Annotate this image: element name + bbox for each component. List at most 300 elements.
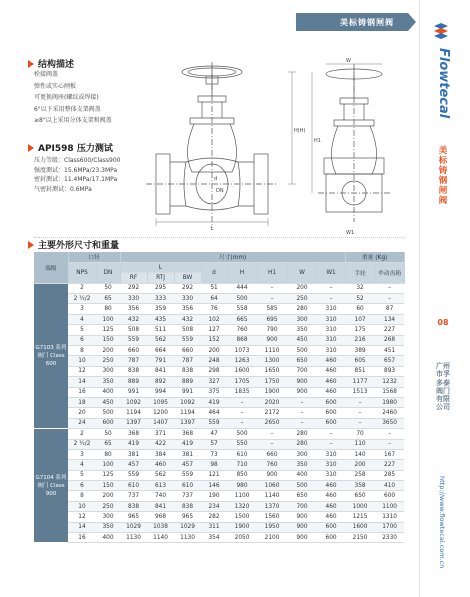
- table-cell: 1835: [227, 387, 257, 397]
- table-cell: 613: [147, 481, 174, 491]
- table-cell: 389: [345, 346, 375, 356]
- table-row: [34, 481, 404, 491]
- table-cell: 460: [317, 481, 345, 491]
- table-cell: 1407: [147, 418, 174, 428]
- table-cell: 1900: [227, 522, 257, 532]
- table-cell: 1700: [375, 522, 404, 532]
- table-cell: 358: [345, 481, 375, 491]
- table-cell: 375: [201, 387, 227, 397]
- table-cell: 3: [68, 304, 96, 314]
- table-cell: 140: [345, 449, 375, 459]
- table-cell: 838: [174, 501, 201, 511]
- table-cell: –: [375, 283, 404, 293]
- table-cell: –: [345, 418, 375, 428]
- table-cell: 1000: [345, 501, 375, 511]
- table-cell: –: [227, 408, 257, 418]
- table-cell: 585: [257, 304, 287, 314]
- table-cell: 1194: [174, 408, 201, 418]
- table-cell: 16: [68, 533, 96, 543]
- table-cell: 1560: [257, 512, 287, 522]
- table-cell: 559: [201, 418, 227, 428]
- table-cell: 1130: [120, 533, 147, 543]
- table-cell: 330: [174, 294, 201, 304]
- table-cell: 125: [96, 470, 120, 480]
- table-cell: 460: [317, 491, 345, 501]
- test-line: 压力等级：Class600/Class900: [34, 157, 121, 164]
- table-cell: 500: [227, 294, 257, 304]
- structure-list: [34, 69, 112, 127]
- table-cell: –: [375, 429, 404, 439]
- col-header-h: H: [227, 262, 257, 283]
- side-url: [430, 476, 456, 586]
- table-cell: 460: [317, 366, 345, 376]
- test-title: API598 压力测试: [28, 141, 113, 154]
- table-cell: 64: [201, 294, 227, 304]
- table-cell: 1095: [147, 397, 174, 407]
- table-cell: 80: [96, 304, 120, 314]
- table-cell: 14: [68, 377, 96, 387]
- table-cell: 1750: [257, 377, 287, 387]
- col-header-model: 端级: [34, 252, 68, 283]
- table-cell: 73: [201, 449, 227, 459]
- table-cell: 665: [227, 314, 257, 324]
- table-cell: 268: [375, 335, 404, 345]
- table-cell: 432: [174, 314, 201, 324]
- table-cell: 300: [287, 449, 317, 459]
- structure-line: ≥8"以上采用分体支架和阀盖: [34, 117, 112, 125]
- col-header-weight: 重量 (Kg): [345, 252, 404, 262]
- table-cell: 508: [174, 325, 201, 335]
- table-cell: 892: [147, 377, 174, 387]
- table-cell: 200: [96, 346, 120, 356]
- table-cell: 102: [201, 314, 227, 324]
- table-row: [34, 470, 404, 480]
- col-header-w: W: [287, 262, 317, 283]
- table-cell: 559: [174, 470, 201, 480]
- table-cell: 5: [68, 325, 96, 335]
- table-cell: 419: [174, 439, 201, 449]
- table-cell: –: [257, 429, 287, 439]
- table-cell: 190: [201, 491, 227, 501]
- table-cell: 50: [96, 429, 120, 439]
- table-cell: 354: [201, 533, 227, 543]
- table-cell: 298: [201, 366, 227, 376]
- table-cell: 100: [96, 460, 120, 470]
- table-cell: 508: [120, 325, 147, 335]
- table-cell: 460: [317, 512, 345, 522]
- side-url-text: http://www.flowtecal.com.cn: [438, 476, 446, 569]
- table-cell: 1370: [257, 501, 287, 511]
- table-cell: 2020: [257, 397, 287, 407]
- col-header-w1: W1: [317, 262, 345, 283]
- table-cell: 1060: [257, 481, 287, 491]
- table-row: [34, 325, 404, 335]
- table-cell: 550: [227, 439, 257, 449]
- table-cell: 500: [287, 346, 317, 356]
- table-cell: 400: [96, 533, 120, 543]
- table-cell: 660: [120, 346, 147, 356]
- table-row: [34, 501, 404, 511]
- table-cell: 76: [201, 304, 227, 314]
- table-cell: 737: [174, 491, 201, 501]
- table-cell: 50: [96, 283, 120, 293]
- table-cell: 451: [375, 346, 404, 356]
- table-cell: 610: [174, 481, 201, 491]
- table-cell: 20: [68, 408, 96, 418]
- structure-line: 弹性或实心闸板: [34, 82, 77, 90]
- table-cell: 300: [96, 512, 120, 522]
- table-cell: –: [227, 397, 257, 407]
- table-row: [34, 387, 404, 397]
- drawing-label-h1: H1: [314, 138, 321, 144]
- table-cell: –: [317, 429, 345, 439]
- table-cell: –: [317, 294, 345, 304]
- table-row: [34, 460, 404, 470]
- structure-title: 结构描述: [28, 57, 74, 70]
- table-cell: 991: [174, 387, 201, 397]
- table-cell: 600: [317, 418, 345, 428]
- table-cell: 419: [201, 397, 227, 407]
- table-cell: 16: [68, 387, 96, 397]
- table-cell: 791: [147, 356, 174, 366]
- table-cell: 285: [375, 470, 404, 480]
- table-cell: 511: [147, 325, 174, 335]
- table-cell: 167: [375, 449, 404, 459]
- table-cell: 650: [287, 356, 317, 366]
- table-cell: 6: [68, 335, 96, 345]
- section-arrow-icon: [28, 144, 34, 152]
- brand-logo-wordmark: [420, 46, 470, 119]
- dimensions-table-body: [34, 283, 404, 543]
- drawing-label-w: W: [346, 58, 351, 64]
- table-row: [34, 283, 404, 293]
- table-cell: 280: [287, 439, 317, 449]
- col-header-d: d: [201, 262, 227, 283]
- table-cell: 52: [345, 294, 375, 304]
- table-cell: 350: [287, 460, 317, 470]
- table-cell: –: [287, 408, 317, 418]
- table-cell: 127: [201, 325, 227, 335]
- col-header-size: 口径: [68, 252, 120, 262]
- table-cell: 234: [201, 501, 227, 511]
- table-cell: 600: [317, 522, 345, 532]
- table-cell: 5: [68, 470, 96, 480]
- table-cell: 2100: [257, 533, 287, 543]
- table-cell: 737: [120, 491, 147, 501]
- table-cell: 559: [120, 335, 147, 345]
- table-cell: 10: [68, 356, 96, 366]
- table-cell: 200: [287, 283, 317, 293]
- valve-drawing: [142, 58, 402, 238]
- table-cell: 57: [201, 439, 227, 449]
- header-banner: [296, 13, 408, 31]
- table-cell: 310: [317, 470, 345, 480]
- table-cell: 14: [68, 522, 96, 532]
- table-cell: 900: [287, 512, 317, 522]
- table-cell: 457: [174, 460, 201, 470]
- table-cell: 610: [120, 481, 147, 491]
- table-cell: 558: [227, 304, 257, 314]
- table-cell: 280: [287, 304, 317, 314]
- table-cell: 1100: [227, 491, 257, 501]
- table-cell: 2: [68, 429, 96, 439]
- table-cell: 559: [174, 335, 201, 345]
- table-cell: 51: [201, 283, 227, 293]
- brand-name-text: Flowtecal: [436, 48, 451, 119]
- table-cell: 47: [201, 429, 227, 439]
- table-row: [34, 397, 404, 407]
- table-cell: –: [345, 397, 375, 407]
- table-cell: –: [375, 439, 404, 449]
- structure-line: 栓接阀盖: [34, 71, 59, 78]
- table-cell: 1100: [375, 501, 404, 511]
- table-cell: 900: [287, 377, 317, 387]
- table-cell: 1073: [227, 346, 257, 356]
- drawing-label-l: L: [210, 226, 214, 232]
- table-cell: 562: [147, 335, 174, 345]
- col-header-manual: 手轮: [345, 262, 375, 283]
- table-cell: 1130: [174, 533, 201, 543]
- table-cell: 12: [68, 512, 96, 522]
- table-cell: 18: [68, 397, 96, 407]
- table-cell: 2150: [345, 533, 375, 543]
- col-header-h1: H1: [257, 262, 287, 283]
- table-cell: 1029: [120, 522, 147, 532]
- table-row: [34, 335, 404, 345]
- table-cell: 1650: [257, 366, 287, 376]
- col-header-gear: 伞动齿箱: [375, 262, 404, 283]
- table-cell: 310: [317, 335, 345, 345]
- drawing-label-dn: DN: [216, 188, 224, 194]
- table-cell: 1500: [227, 512, 257, 522]
- table-cell: 657: [375, 356, 404, 366]
- table-cell: 1980: [375, 397, 404, 407]
- table-cell: 600: [317, 397, 345, 407]
- table-cell: 710: [227, 460, 257, 470]
- table-cell: 1029: [174, 522, 201, 532]
- table-cell: 310: [317, 325, 345, 335]
- side-product-title: 美标铸钢闸阀: [438, 146, 448, 206]
- table-cell: 900: [287, 387, 317, 397]
- table-cell: 3: [68, 449, 96, 459]
- table-cell: 664: [147, 346, 174, 356]
- col-header-nps: NPS: [68, 262, 96, 283]
- table-cell: 310: [317, 346, 345, 356]
- table-cell: 450: [96, 397, 120, 407]
- table-cell: 1310: [375, 512, 404, 522]
- table-cell: 838: [120, 501, 147, 511]
- table-cell: 1263: [227, 356, 257, 366]
- table-cell: 444: [227, 283, 257, 293]
- table-cell: 1110: [257, 346, 287, 356]
- table-cell: 851: [345, 366, 375, 376]
- table-cell: 2172: [257, 408, 287, 418]
- table-row: [34, 429, 404, 439]
- table-cell: 700: [287, 501, 317, 511]
- table-cell: 200: [96, 491, 120, 501]
- table-cell: 2: [68, 283, 96, 293]
- table-cell: 1232: [375, 377, 404, 387]
- table-cell: 1177: [345, 377, 375, 387]
- table-cell: 330: [120, 294, 147, 304]
- table-cell: 838: [120, 366, 147, 376]
- test-line: 密封测试：11.4MPa/17.1MPa: [34, 176, 118, 184]
- table-cell: 200: [345, 460, 375, 470]
- table-cell: 146: [201, 481, 227, 491]
- table-row: [34, 533, 404, 543]
- table-cell: –: [257, 439, 287, 449]
- table-cell: 1600: [227, 366, 257, 376]
- table-cell: 410: [375, 481, 404, 491]
- table-cell: 787: [174, 356, 201, 366]
- table-cell: 605: [345, 356, 375, 366]
- table-cell: 994: [147, 387, 174, 397]
- test-line: 气密封测试：0.6MPa: [34, 185, 92, 193]
- table-cell: 841: [147, 501, 174, 511]
- table-cell: 125: [96, 325, 120, 335]
- table-cell: 175: [345, 325, 375, 335]
- table-cell: 300: [287, 314, 317, 324]
- table-cell: 280: [287, 429, 317, 439]
- table-cell: 500: [96, 408, 120, 418]
- table-cell: 100: [96, 314, 120, 324]
- table-cell: 435: [147, 314, 174, 324]
- table-cell: 12: [68, 366, 96, 376]
- table-cell: 419: [120, 439, 147, 449]
- header-banner-text: 美标铸钢闸阀: [340, 17, 394, 27]
- table-row: [34, 418, 404, 428]
- table-cell: 460: [317, 356, 345, 366]
- table-row: [34, 366, 404, 376]
- table-cell: 350: [287, 325, 317, 335]
- table-cell: 292: [174, 283, 201, 293]
- table-cell: 1600: [345, 522, 375, 532]
- table-cell: –: [317, 439, 345, 449]
- table-cell: 32: [345, 283, 375, 293]
- table-cell: 991: [120, 387, 147, 397]
- col-header-bw: BW: [174, 273, 201, 283]
- table-cell: 2330: [375, 533, 404, 543]
- table-cell: 1092: [120, 397, 147, 407]
- table-cell: 6: [68, 481, 96, 491]
- drawing-label-w1: W1: [346, 230, 355, 236]
- structure-line: 6"以下采用整体支架阀盖: [34, 105, 101, 113]
- table-cell: 1568: [375, 387, 404, 397]
- table-cell: 460: [317, 387, 345, 397]
- table-cell: 740: [147, 491, 174, 501]
- table-cell: 150: [96, 335, 120, 345]
- table-cell: 2050: [227, 533, 257, 543]
- table-cell: 1092: [174, 397, 201, 407]
- table-cell: 660: [257, 449, 287, 459]
- model-group-label: G7104 系列阀门 Class 900: [34, 429, 68, 543]
- table-cell: 310: [317, 449, 345, 459]
- table-cell: 700: [287, 366, 317, 376]
- table-cell: 457: [120, 460, 147, 470]
- table-cell: 121: [201, 470, 227, 480]
- table-cell: 98: [201, 460, 227, 470]
- table-cell: 350: [96, 522, 120, 532]
- table-cell: 900: [287, 533, 317, 543]
- table-cell: 2 ½/2: [68, 439, 96, 449]
- flowtecal-logo-icon: [432, 22, 450, 40]
- table-cell: 559: [120, 470, 147, 480]
- table-cell: 200: [201, 346, 227, 356]
- table-cell: 889: [120, 377, 147, 387]
- table-cell: 258: [345, 470, 375, 480]
- col-header-l: L: [120, 262, 201, 272]
- table-cell: 350: [96, 377, 120, 387]
- table-cell: 760: [227, 325, 257, 335]
- table-cell: –: [227, 418, 257, 428]
- table-cell: 250: [287, 294, 317, 304]
- table-cell: 1320: [227, 501, 257, 511]
- model-group-label: G7103 系列阀门 Class 600: [34, 283, 68, 428]
- table-cell: 600: [96, 418, 120, 428]
- table-row: [34, 512, 404, 522]
- table-row: [34, 408, 404, 418]
- table-cell: 850: [227, 470, 257, 480]
- table-cell: 333: [147, 294, 174, 304]
- structure-line: 可更换阀座(螺纹或焊接): [34, 94, 99, 102]
- table-cell: 4: [68, 460, 96, 470]
- table-cell: 660: [174, 346, 201, 356]
- table-cell: 600: [375, 491, 404, 501]
- table-cell: 889: [174, 377, 201, 387]
- table-cell: 432: [120, 314, 147, 324]
- table-cell: 384: [147, 449, 174, 459]
- table-cell: 65: [96, 439, 120, 449]
- table-cell: 295: [147, 283, 174, 293]
- drawing-label-h: H(H): [294, 128, 306, 134]
- table-cell: 24: [68, 418, 96, 428]
- table-row: [34, 449, 404, 459]
- table-cell: 422: [147, 439, 174, 449]
- banner-arrow: [408, 13, 416, 31]
- table-cell: 450: [287, 335, 317, 345]
- table-cell: 900: [257, 470, 287, 480]
- table-cell: 600: [317, 408, 345, 418]
- table-cell: 787: [120, 356, 147, 366]
- table-cell: 310: [317, 304, 345, 314]
- table-cell: –: [375, 294, 404, 304]
- table-cell: 310: [317, 460, 345, 470]
- table-cell: –: [287, 418, 317, 428]
- side-company-name: 广州市孚多泰阀门有限公司: [436, 362, 450, 412]
- table-cell: 356: [174, 304, 201, 314]
- table-cell: 60: [345, 304, 375, 314]
- table-cell: 1900: [257, 387, 287, 397]
- table-cell: 87: [375, 304, 404, 314]
- table-cell: 152: [201, 335, 227, 345]
- table-cell: 900: [257, 335, 287, 345]
- table-cell: 8: [68, 346, 96, 356]
- table-cell: 650: [345, 491, 375, 501]
- table-row: [34, 294, 404, 304]
- table-cell: 310: [317, 314, 345, 324]
- table-cell: 250: [96, 356, 120, 366]
- table-cell: 868: [227, 335, 257, 345]
- table-cell: 838: [174, 366, 201, 376]
- table-cell: 8: [68, 491, 96, 501]
- table-row: [34, 522, 404, 532]
- table-cell: –: [317, 283, 345, 293]
- table-cell: 1397: [174, 418, 201, 428]
- table-cell: 1140: [147, 533, 174, 543]
- table-cell: 1397: [120, 418, 147, 428]
- table-cell: 965: [120, 512, 147, 522]
- table-cell: 650: [287, 491, 317, 501]
